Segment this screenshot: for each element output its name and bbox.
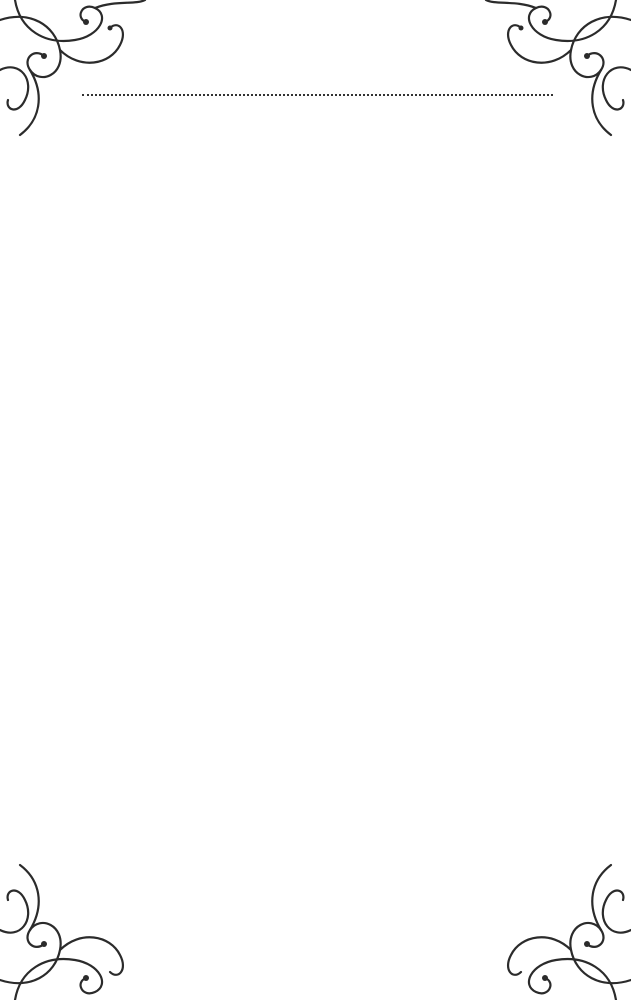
table-of-contents: [80, 88, 555, 128]
corner-ornament-icon: [481, 850, 631, 1000]
corner-ornament-icon: [0, 850, 150, 1000]
section-entry[interactable]: [80, 96, 555, 115]
